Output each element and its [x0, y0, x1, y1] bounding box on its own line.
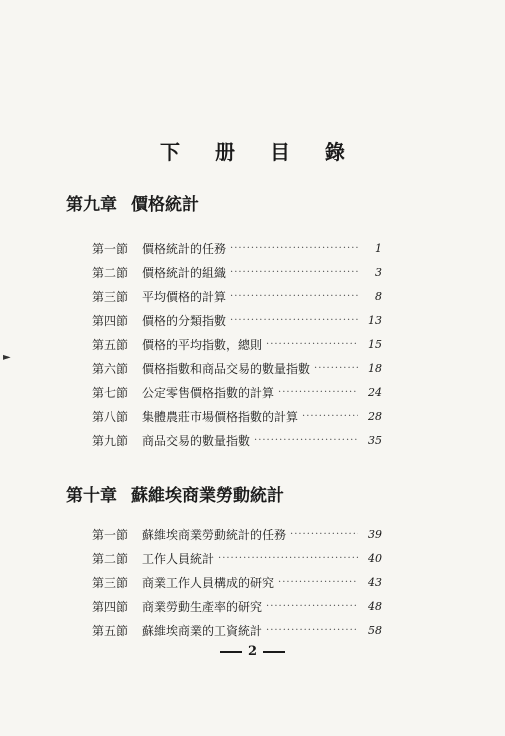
page-ref: 39: [368, 527, 382, 541]
section-number: 第五節: [92, 337, 129, 352]
dot-leader: [314, 363, 358, 374]
toc-entry: [92, 284, 382, 308]
section-title: 公定零售價格指數的計算: [142, 385, 275, 400]
section-title: 平均價格的計算: [142, 289, 227, 304]
section-number: 第一節: [92, 527, 129, 542]
dot-leader: [254, 435, 358, 446]
page-ref: 35: [368, 433, 382, 447]
dot-leader: [218, 553, 358, 564]
page-ref: 48: [368, 599, 382, 613]
section-number: 第五節: [92, 623, 129, 638]
section-number: 第二節: [92, 551, 129, 566]
toc-entry: [92, 522, 382, 546]
dot-leader: [230, 267, 358, 278]
toc-entry: [92, 308, 382, 332]
section-title: 價格統計的組織: [142, 265, 227, 280]
page-ref: 43: [368, 575, 382, 589]
chapter-title: 蘇維埃商業勞動統計: [131, 486, 284, 506]
page-ref: 40: [368, 551, 382, 565]
toc-list-chapter-10: [92, 522, 382, 642]
page-ref: 15: [368, 337, 382, 351]
section-number: 第八節: [92, 409, 129, 424]
section-number: 第二節: [92, 265, 129, 280]
page-ref: 28: [368, 409, 382, 423]
dot-leader: [302, 411, 358, 422]
page-ref: 18: [368, 361, 382, 375]
section-number: 第三節: [92, 575, 129, 590]
section-title: 蘇維埃商業勞動統計的任務: [142, 527, 287, 542]
right-rule: [263, 651, 285, 653]
chapter-number: 第十章: [66, 486, 117, 506]
chapter-heading: [66, 481, 284, 506]
dot-leader: [278, 387, 358, 398]
left-rule: [220, 651, 242, 653]
toc-entry: [92, 260, 382, 284]
toc-entry: [92, 428, 382, 452]
page-ref: 8: [375, 289, 382, 303]
page-number: [0, 644, 505, 659]
page-title: 下 册 目 錄: [160, 140, 359, 164]
section-title: 商業工作人員構成的研究: [142, 575, 275, 590]
dot-leader: [266, 625, 358, 636]
chapter-number: 第九章: [66, 195, 117, 215]
section-title: 商業勞動生產率的研究: [142, 599, 263, 614]
margin-arrow-icon: ►: [3, 352, 11, 363]
toc-entry: [92, 236, 382, 260]
section-number: 第七節: [92, 385, 129, 400]
section-number: 第四節: [92, 599, 129, 614]
section-title: 集體農莊市場價格指數的計算: [142, 409, 299, 424]
toc-entry: [92, 546, 382, 570]
dot-leader: [266, 339, 358, 350]
page-ref: 58: [368, 623, 382, 637]
dot-leader: [230, 243, 358, 254]
toc-list-chapter-9: [92, 236, 382, 452]
page-ref: 13: [368, 313, 382, 327]
toc-entry: [92, 332, 382, 356]
toc-entry: [92, 594, 382, 618]
chapter-heading: [66, 190, 199, 215]
toc-entry: [92, 404, 382, 428]
page-ref: 24: [368, 385, 382, 399]
section-title: 價格的分類指數: [142, 313, 227, 328]
section-number: 第六節: [92, 361, 129, 376]
toc-entry: [92, 356, 382, 380]
page-number-text: 2: [247, 644, 258, 659]
dot-leader: [230, 315, 358, 326]
chapter-title: 價格統計: [131, 195, 199, 215]
section-title: 商品交易的數量指數: [142, 433, 251, 448]
section-number: 第九節: [92, 433, 129, 448]
toc-entry: [92, 380, 382, 404]
section-number: 第三節: [92, 289, 129, 304]
toc-entry: [92, 570, 382, 594]
section-title: 工作人員統計: [142, 551, 215, 566]
section-title: 價格的平均指數，總則: [142, 337, 263, 352]
section-title: 價格統計的任務: [142, 241, 227, 256]
section-number: 第一節: [92, 241, 129, 256]
page-ref: 1: [375, 241, 382, 255]
dot-leader: [278, 577, 358, 588]
section-title: 蘇維埃商業的工資統計: [142, 623, 263, 638]
section-number: 第四節: [92, 313, 129, 328]
toc-entry: [92, 618, 382, 642]
dot-leader: [230, 291, 358, 302]
section-title: 價格指數和商品交易的數量指數: [142, 361, 311, 376]
page-ref: 3: [375, 265, 382, 279]
dot-leader: [290, 529, 358, 540]
dot-leader: [266, 601, 358, 612]
